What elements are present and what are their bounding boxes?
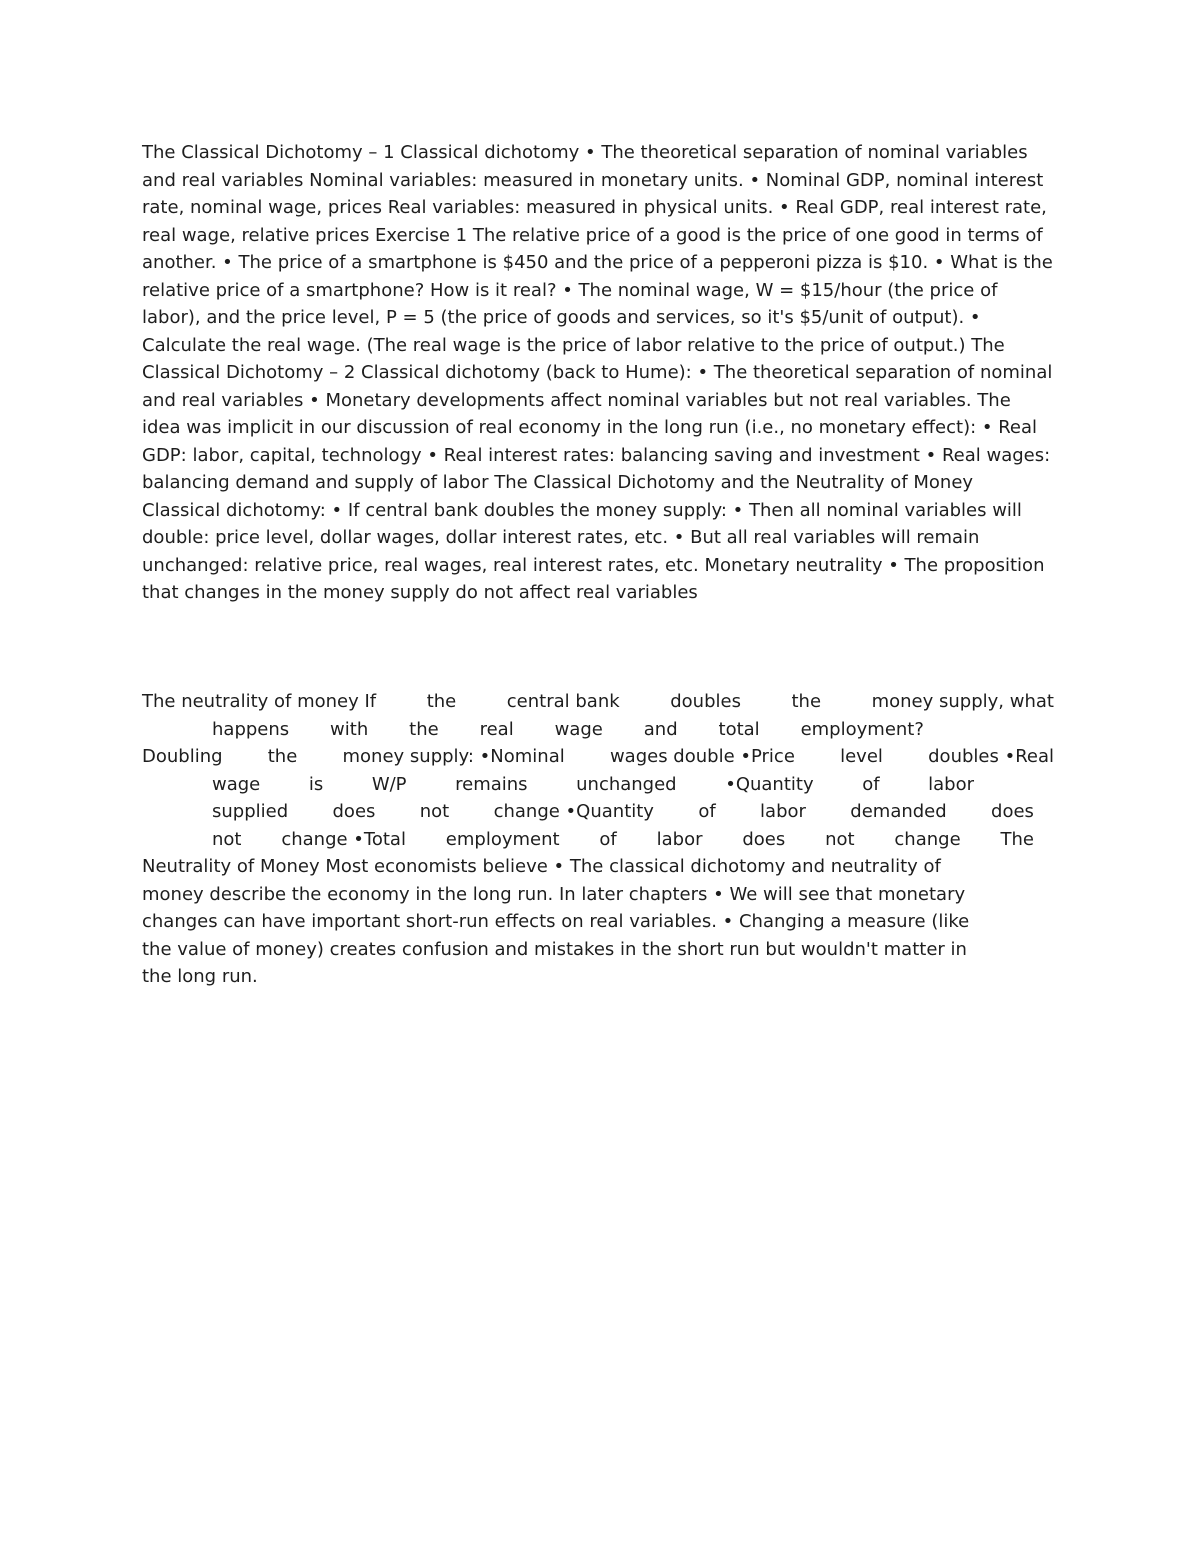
text-word: The neutrality of money If [142, 691, 377, 712]
text-word: labor [656, 828, 703, 850]
text-word: The [1000, 828, 1034, 850]
text-word: and [643, 718, 678, 740]
text-word: the [791, 691, 822, 712]
text-word: is [308, 773, 324, 795]
text-word: wage [212, 773, 261, 795]
text-word: of [698, 801, 716, 822]
text-word: does [991, 801, 1034, 822]
text-word: of [862, 773, 880, 795]
body-paragraph-classical-dichotomy: The Classical Dichotomy – 1 Classical dichotomy • The theoretical separation of nominal variables and real variables Nominal variables: measured in monetary units. • Nominal GDP, nominal interest rate, nominal wage, prices Real variables: measured in physical units. • Real GDP, real interest rate, real wage, relative prices Exercise 1 The relative price of a good is the price of one good in terms of another. • The price of a smartphone is $450 and the price of a pepperoni pizza is $10. • What is the relative price of a smartphone? How is it real? • The nominal wage, W = $15/hour (the price of labor), and the price level, P = 5 (the price of goods and services, so it's $5/unit of output). • Calculate the real wage. (The real wage is the price of labor relative to the price of output.) The Classical Dichotomy – 2 Classical dichotomy (back to Hume): • The theoretical separation of nominal and real variables • Monetary developments affect nominal variables but not real variables. The idea was implicit in our discussion of real economy in the long run (i.e., no monetary effect): • Real GDP: labor, capital, technology • Real interest rates: balancing saving and investment • Real wages: balancing demand and supply of labor The Classical Dichotomy and the Neutrality of Money Classical dichotomy: • If central bank doubles the money supply: • Then all nominal variables will double: price level, dollar wages, dollar interest rates, etc. • But all real variables will remain unchanged: relative price, real wages, real interest rates, etc. Monetary neutrality • The proposition that changes in the money supply do not affect real variables [142, 142, 1053, 603]
text-line [142, 743, 1054, 771]
text-line [212, 826, 1034, 854]
text-word: central bank [506, 691, 620, 712]
text-word: unchanged [576, 773, 677, 795]
text-word: •Quantity [725, 773, 814, 795]
text-word: total [718, 718, 760, 740]
text-line [212, 716, 924, 744]
text-word: remains [455, 773, 528, 795]
text-word: Doubling [142, 746, 223, 767]
text-line: the value of money) creates confusion and mistakes in the short run but wouldn't matter in [142, 938, 967, 960]
text-word: change •Total [281, 828, 406, 850]
text-word: happens [212, 718, 290, 740]
text-word: of [599, 828, 617, 850]
text-word: the [267, 746, 298, 767]
text-word: employment [445, 828, 560, 850]
text-word: wage [554, 718, 603, 740]
text-word: doubles •Real [928, 746, 1054, 767]
text-word: with [330, 718, 369, 740]
text-line: money describe the economy in the long run. In later chapters • We will see that monetary [142, 883, 966, 905]
text-word: the [409, 718, 439, 740]
text-line [142, 688, 1054, 716]
text-word: change [894, 828, 961, 850]
text-word: wages double •Price [609, 746, 795, 767]
text-word: not [825, 828, 855, 850]
text-word: the [426, 691, 457, 712]
text-line: changes can have important short-run effects on real variables. • Changing a measure (like [142, 911, 970, 932]
text-line [212, 798, 1034, 826]
text-word: level [840, 746, 883, 767]
text-word: doubles [670, 691, 741, 712]
text-word: money supply: •Nominal [342, 746, 565, 767]
text-word: demanded [850, 801, 947, 822]
text-line: the long run. [142, 966, 258, 987]
text-word: labor [760, 801, 806, 822]
text-word: W/P [371, 773, 407, 795]
text-word: real [479, 718, 514, 740]
text-line [212, 771, 974, 799]
text-word: money supply, what [871, 691, 1054, 712]
text-word: does [332, 801, 376, 822]
text-word: employment? [800, 718, 924, 740]
text-word: not [212, 828, 242, 850]
text-line: Neutrality of Money Most economists believe • The classical dichotomy and neutrality of [142, 856, 941, 877]
text-word: does [742, 828, 786, 850]
text-word: not [419, 801, 450, 822]
body-block-neutrality-of-money [142, 688, 1054, 991]
text-word: supplied [212, 801, 289, 822]
text-word: labor [928, 773, 974, 795]
text-word: change •Quantity [493, 801, 654, 822]
